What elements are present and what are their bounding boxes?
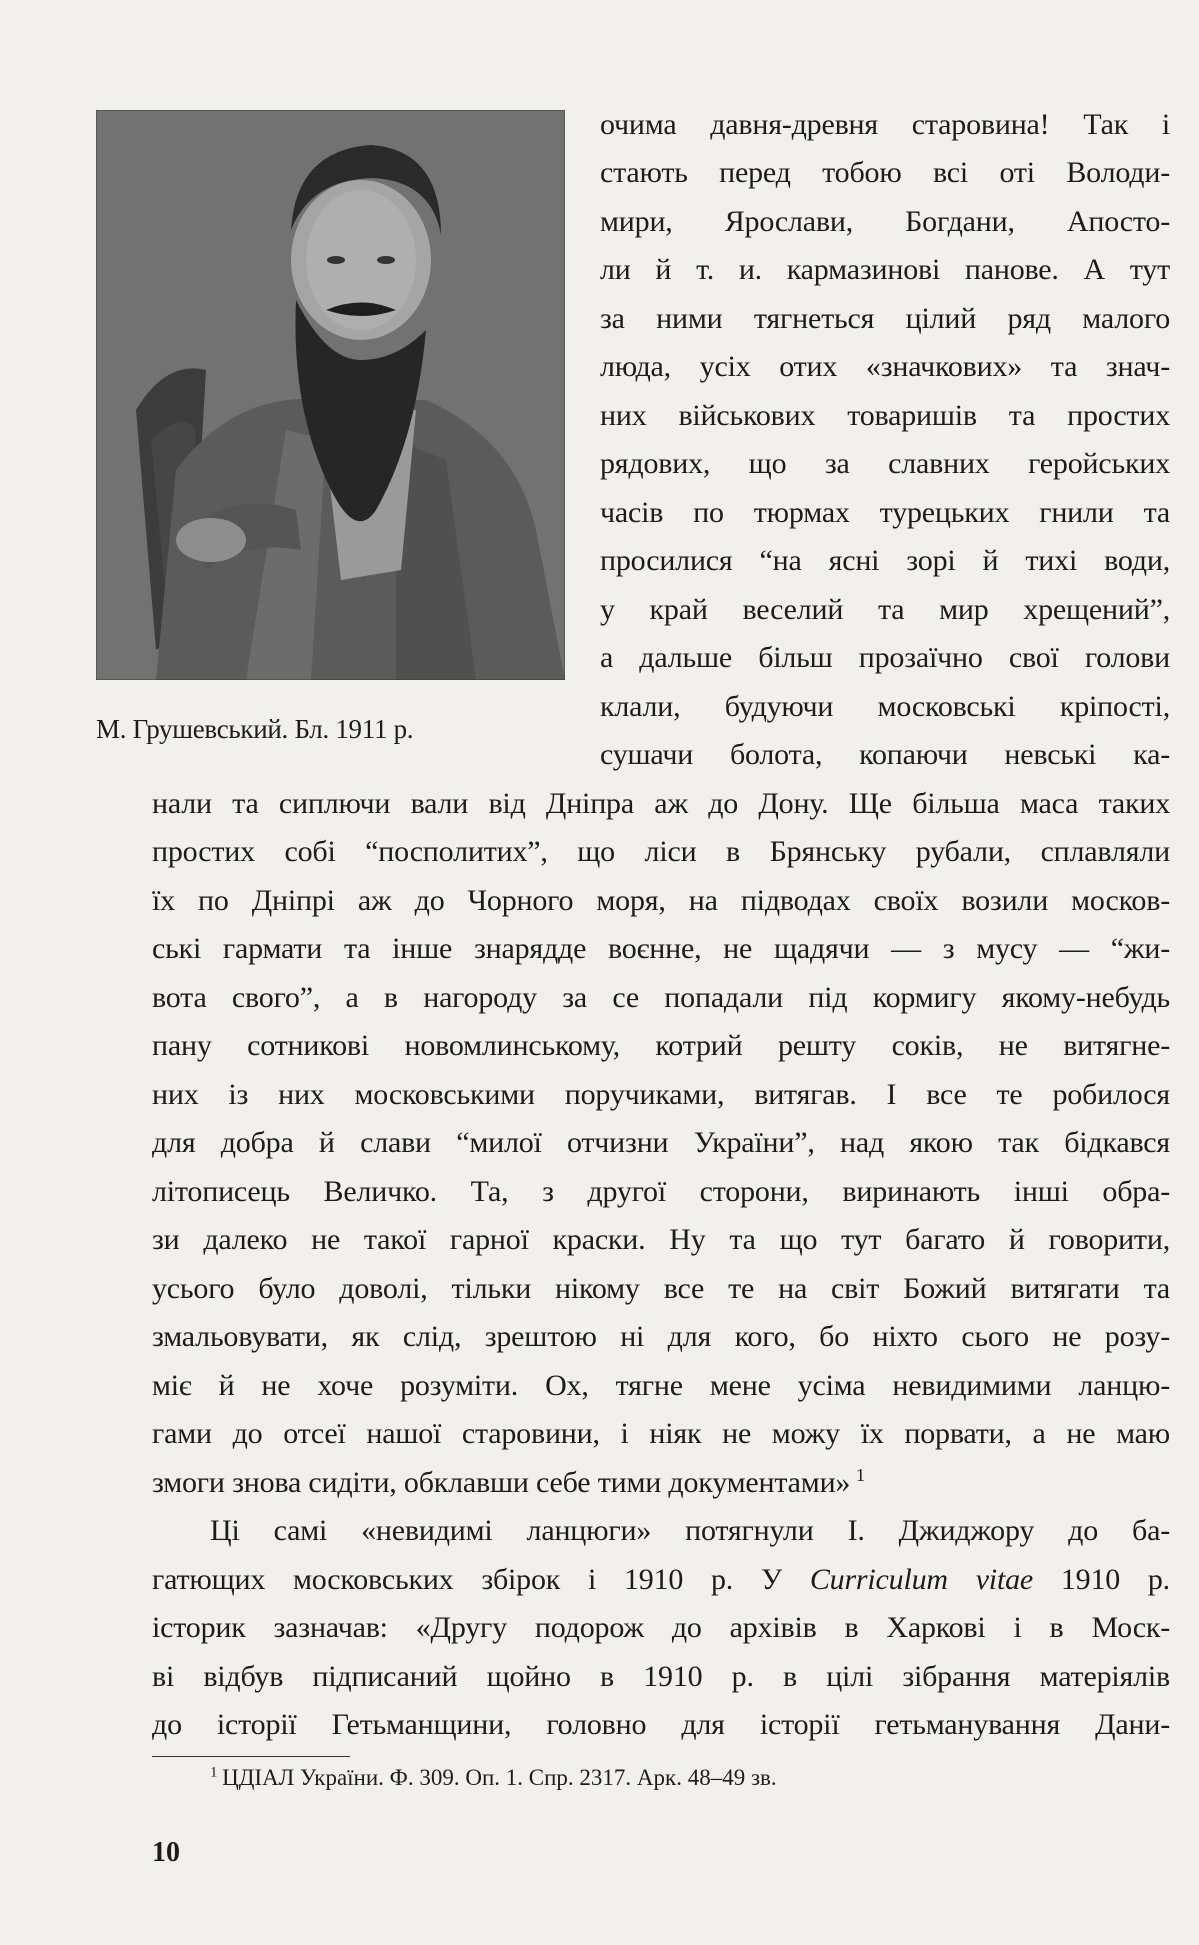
text-line: мири, Ярослави, Богдани, Апосто- <box>600 205 1170 238</box>
text-line: історик зазначав: «Другу подорож до архівів в Харкові і в Моск- <box>152 1611 1170 1644</box>
text-line-last <box>152 1465 1170 1501</box>
text-segment: гатющих московських збірок і 1910 р. У <box>152 1563 810 1596</box>
text-line: простих собі “посполитих”, що ліси в Брянську рубали, сплавляли <box>152 835 1170 868</box>
text-line: сушачи болота, копаючи невські ка- <box>600 738 1170 771</box>
text-line: часів по тюрмах турецьких гнили та <box>600 496 1170 529</box>
text-line: змальовувати, як слід, зрештою ні для кого, бо ніхто сього не розу- <box>152 1320 1170 1353</box>
text-line: міє й не хоче розуміти. Ох, тягне мене усіма невидимими ланцю- <box>152 1369 1170 1402</box>
text-line: гами до отсеї нашої старовини, і ніяк не можу їх порвати, а не маю <box>152 1417 1170 1450</box>
text-line: до історії Гетьманщини, головно для історії гетьманування Дани- <box>152 1708 1170 1741</box>
text-line: у край веселий та мир хрещений”, <box>600 593 1170 626</box>
page-number: 10 <box>152 1837 180 1868</box>
footnote-text: ЦДІАЛ України. Ф. 309. Оп. 1. Спр. 2317. Арк. 48–49 зв. <box>222 1765 777 1790</box>
text-segment: 1910 р. <box>1033 1563 1170 1596</box>
text-line: усього було доволі, тільки нікому все те на світ Божий витягати та <box>152 1272 1170 1305</box>
text-line: просилися “на ясні зорі й тихі води, <box>600 544 1170 577</box>
text-line: для добра й слави “милої отчизни України”, над якою так бідкався <box>152 1126 1170 1159</box>
text-line: клали, будуючи московські кріпості, <box>600 690 1170 723</box>
text-line: ли й т. и. кармазинові панове. А тут <box>600 253 1170 286</box>
text-line: ві відбув підписаний щойно в 1910 р. в цілі зібрання матеріялів <box>152 1660 1170 1693</box>
footnote-marker: 1 <box>210 1764 218 1781</box>
text-line: за ними тягнеться цілий ряд малого <box>600 302 1170 335</box>
text-line: вота свого”, а в нагороду за се попадали під кормигу якому-небудь <box>152 981 1170 1014</box>
text-line: них військових товаришів та простих <box>600 399 1170 432</box>
portrait-illustration <box>96 110 565 680</box>
portrait-photo <box>96 110 565 680</box>
quote-end-text: змоги знова сидіти, обклавши себе тими документами» <box>152 1466 851 1499</box>
text-line: нали та сиплючи вали від Дніпра аж до Дону. Ще більша маса таких <box>152 787 1170 820</box>
text-line: зи далеко не такої гарної краски. Ну та що тут багато й говорити, <box>152 1223 1170 1256</box>
figure-caption: М. Грушевський. Бл. 1911 р. <box>96 714 414 744</box>
text-line: ські гармати та інше знарядде воєнне, не щадячи — з мусу — “жи- <box>152 932 1170 965</box>
text-line: їх по Дніпрі аж до Чорного моря, на підводах своїх возили москов- <box>152 884 1170 917</box>
text-line: рядових, що за славних геройських <box>600 447 1170 480</box>
footnote-reference[interactable]: 1 <box>856 1465 865 1485</box>
text-line: люда, усіх отих «значкових» та знач- <box>600 350 1170 383</box>
text-line: стають перед тобою всі оті Володи- <box>600 156 1170 189</box>
text-line: них із них московськими поручиками, витягав. І все те робилося <box>152 1078 1170 1111</box>
text-line: літописець Величко. Та, з другої сторони, виринають інші обра- <box>152 1175 1170 1208</box>
footnote <box>210 1763 777 1793</box>
footnote-divider <box>152 1756 350 1757</box>
italic-title: Curriculum vitae <box>809 1563 1033 1596</box>
text-line <box>152 1562 1170 1598</box>
text-line: очима давня-древня старовина! Так і <box>600 108 1170 141</box>
text-line: пану сотникові новомлинському, котрий решту соків, не витягне- <box>152 1029 1170 1062</box>
paragraph-first-line: Ці самі «невидимі ланцюги» потягнули І. Джиджору до ба- <box>210 1514 1170 1547</box>
text-line: а дальше більш прозаїчно свої голови <box>600 641 1170 674</box>
